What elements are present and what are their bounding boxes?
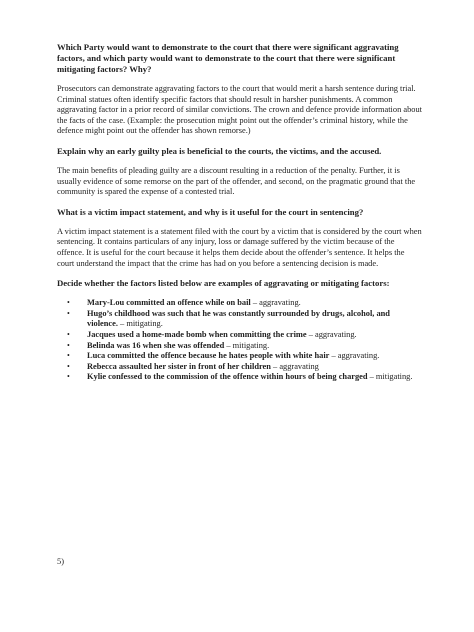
factor-statement: Rebecca assaulted her sister in front of her children — [87, 361, 271, 371]
list-item — [57, 362, 422, 373]
section-early-guilty-plea — [57, 146, 422, 198]
factor-verdict: – mitigating. — [367, 372, 413, 382]
list-item — [57, 309, 422, 330]
section-victim-impact-statement — [57, 207, 422, 269]
section-aggravating-mitigating-parties — [57, 42, 422, 137]
factor-statement: Jacques used a home-made bomb when committing the crime — [87, 329, 307, 339]
factor-statement: Hugo’s childhood was such that he was constantly surrounded by drugs, alcohol, and violence. — [87, 308, 390, 329]
list-item — [57, 341, 422, 352]
bullet-icon: • — [67, 361, 70, 371]
list-item — [57, 330, 422, 341]
factor-statement: Belinda was 16 when she was offended — [87, 340, 225, 350]
question-heading: Explain why an early guilty plea is beneficial to the courts, the victims, and the accused. — [57, 145, 382, 156]
bullet-icon: • — [67, 340, 70, 350]
answer-paragraph: A victim impact statement is a statement filed with the court by a victim that is considered by the court when sentencing. It contains particulars of any injury, loss or damage suffered by the victim because of the offence. It is useful for the court because it helps them decide about the offender’s sentence. It helps the court understand the impact that the crime has had on you before a sentencing decision is made. — [57, 226, 422, 268]
bullet-icon: • — [67, 298, 70, 308]
list-item — [57, 298, 422, 309]
factor-verdict: – mitigating. — [224, 340, 270, 350]
factors-heading: Decide whether the factors listed below are examples of aggravating or mitigating factors: — [57, 278, 390, 289]
factor-verdict: – aggravating. — [329, 351, 380, 361]
factor-statement: Kylie confessed to the commission of the offence within hours of being charged — [87, 372, 368, 382]
bullet-icon: • — [67, 351, 70, 361]
bullet-icon: • — [67, 329, 70, 339]
factor-verdict: – mitigating. — [117, 319, 163, 329]
factors-list — [57, 298, 422, 383]
factor-statement: Mary-Lou committed an offence while on bail — [87, 298, 251, 308]
list-item — [57, 372, 422, 383]
bullet-icon: • — [67, 308, 70, 318]
answer-paragraph: Prosecutors can demonstrate aggravating factors to the court that would merit a harsh sentence during trial. Criminal statues often identify specific factors that should result in harsher punishments. A common aggravating factor in a prior record of similar convictions. The crown and defence provide information about the facts of the case. (Example: the prosecution might point out the offender’s criminal history, while the defence might point out the offender has shown remorse.) — [57, 84, 422, 136]
factor-verdict: – aggravating. — [250, 298, 301, 308]
question-heading: Which Party would want to demonstrate to the court that there were significant aggravating factors, and which party would want to demonstrate to the court that there were significant mitigating factors? Why? — [57, 42, 399, 74]
question-heading: What is a victim impact statement, and why is it useful for the court in sentencing? — [57, 206, 364, 217]
page-number: 5) — [57, 557, 64, 566]
bullet-icon: • — [67, 372, 70, 382]
answer-paragraph: The main benefits of pleading guilty are a discount resulting in a reduction of the penalty. Further, it is usually evidence of some remorse on the part of the offender, and second, on the pragmatic ground that the community is spared the expense of a contested trial. — [57, 165, 416, 197]
list-item — [57, 351, 422, 362]
factor-verdict: – aggravating — [270, 361, 319, 371]
factor-verdict: – aggravating. — [306, 329, 357, 339]
factor-statement: Luca committed the offence because he hates people with white hair — [87, 351, 330, 361]
